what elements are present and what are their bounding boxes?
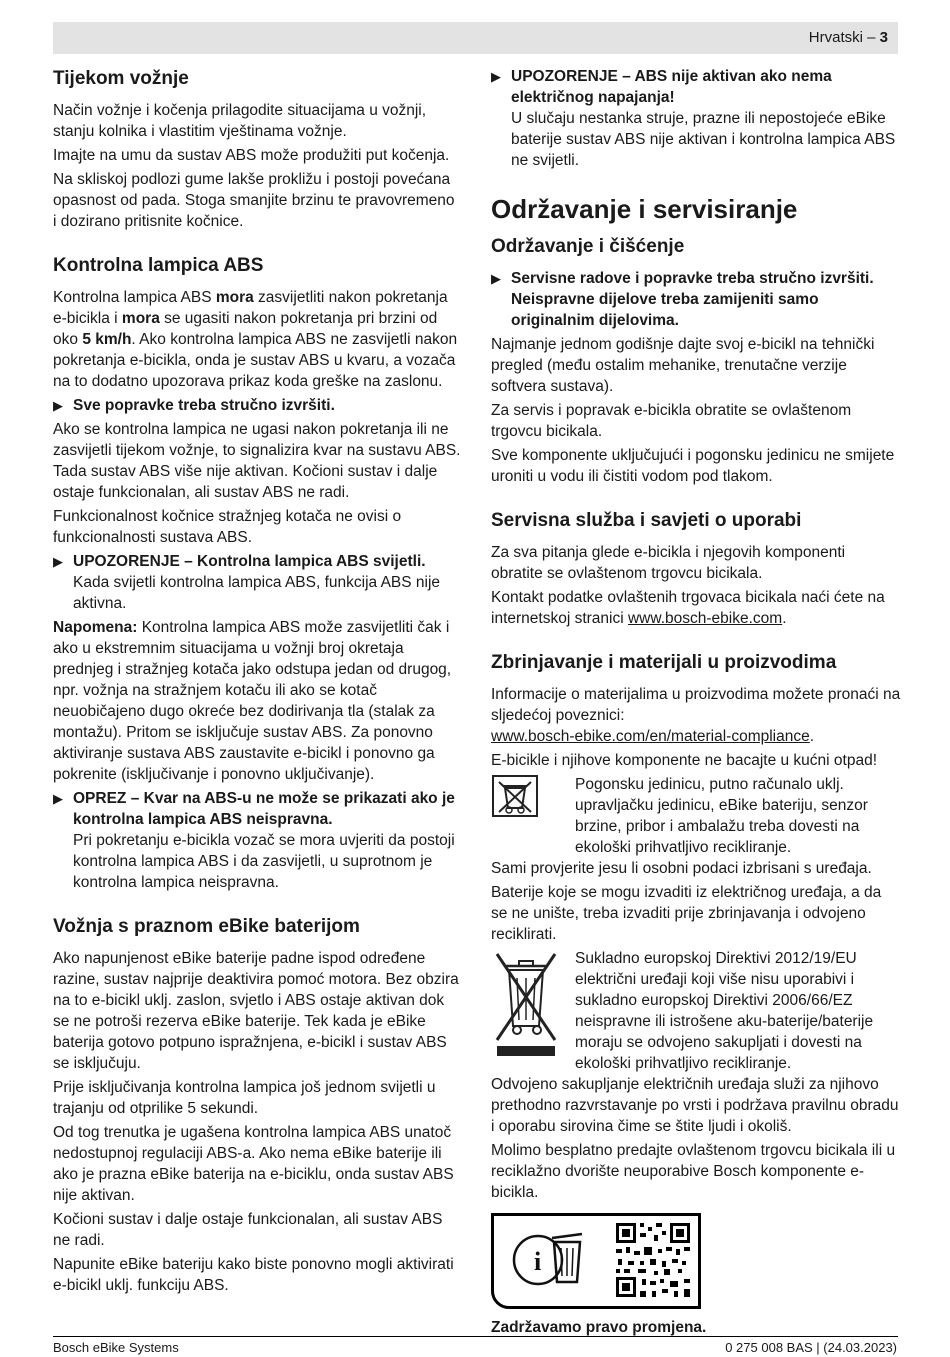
footer-doc-number: 0 275 008 BAS | (24.03.2023) — [725, 1340, 897, 1355]
paragraph: Način vožnje i kočenja prilagodite situacijama u vožnji, stanju kolnika i vlastitim vještinama vožnje. — [53, 102, 427, 140]
icon-text: Pogonsku jedinicu, putno računalo uklj. upravljačku jedinicu, eBike bateriju, senzor brzine, pribor i ambalažu treba dovesti na ekološki prihvatljivo recikliranje. — [575, 776, 868, 856]
arrow-right-icon: ▶ — [53, 554, 63, 569]
paragraph: Informacije o materijalima u proizvodima možete pronaći na sljedećoj poveznici: www.bosch-ebike.com/en/material-compliance. — [491, 686, 901, 745]
recycling-info-box — [491, 1213, 701, 1309]
warning-service: ▶ Servisne radove i popravke treba stručno izvršiti. Neispravne dijelove treba zamijeniti samo originalnim dijelovima. — [491, 270, 874, 329]
paragraph: Najmanje jednom godišnje dajte svoj e-bicikl na tehnički pregled (među ostalim mehanike, trenutačne verzije softvera sustava). — [491, 336, 875, 395]
svg-text:i: i — [534, 1247, 542, 1276]
section-title-riding: Tijekom vožnje — [53, 68, 189, 89]
paragraph: Za servis i popravak e-bicikla obratite se ovlaštenom trgovcu bicikala. — [491, 402, 852, 440]
right-column — [491, 66, 901, 1341]
no-household-waste-icon — [491, 774, 539, 824]
header-language: Hrvatski — [808, 29, 863, 46]
weee-block — [491, 948, 901, 1074]
section-title-cleaning: Održavanje i čišćenje — [491, 236, 685, 257]
page-number: 3 — [879, 29, 888, 46]
paragraph: Od tog trenutka je ugašena kontrolna lampica ABS unatoč nedostupnoj regulaciji ABS-a. Ako nema eBike baterije ili ako je prazna eBike baterija na e-biciklu, onda sustav ABS nije aktivan. — [53, 1124, 454, 1204]
warning-repairs: ▶ Sve popravke treba stručno izvršiti. — [53, 397, 335, 414]
header-text — [809, 29, 888, 46]
paragraph: Kočioni sustav i dalje ostaje funkcionalan, ali sustav ABS ne radi. — [53, 1211, 443, 1249]
material-compliance-link[interactable]: www.bosch-ebike.com/en/material-compliance — [491, 728, 810, 745]
section-title-empty-battery: Vožnja s praznom eBike baterijom — [53, 916, 360, 937]
section-title-disposal: Zbrinjavanje i materijali u proizvodima — [491, 652, 837, 673]
paragraph: Sve komponente uključujući i pogonsku jedinicu ne smijete uroniti u vodu ili čistiti vodom pod tlakom. — [491, 447, 895, 485]
icon-text: Sukladno europskoj Direktivi 2012/19/EU električni uređaji koji više nisu uporabivi i sukladno europskoj Direktivi 2006/66/EZ neispravne ili istrošene aku-baterije/baterije moraju se odvojeno sakupljati i dovesti na ekološki prihvatljivo recikliranje. — [575, 950, 874, 1072]
crossed-bin-icon — [491, 948, 561, 1066]
header-separator: – — [867, 29, 876, 46]
footer-company: Bosch eBike Systems — [53, 1340, 179, 1355]
warning-abs-no-power: ▶ UPOZORENJE – ABS nije aktivan ako nema električnog napajanja! U slučaju nestanka struje, prazne ili nepostojeće eBike baterije sustav ABS nije aktivan i kontrolna lampica ABS ne svijetli. — [491, 68, 896, 169]
chapter-title-maintenance: Održavanje i servisiranje — [491, 194, 798, 224]
section-title-abs-lamp: Kontrolna lampica ABS — [53, 255, 264, 276]
paragraph: Kontakt podatke ovlaštenih trgovaca bicikala naći ćete na internetskoj stranici www.bosch-ebike.com. — [491, 589, 885, 627]
left-column — [53, 66, 461, 1299]
caution-abs-fault: ▶ OPREZ – Kvar na ABS-u ne može se prikazati ako je kontrolna lampica ABS neispravna. Pri pokretanju e-bicikla vozač se mora uvjeriti da postoji kontrolna lampica ABS i da zasvijetli, u suprotnom je kontrolna lampica neispravna. — [53, 790, 455, 891]
arrow-right-icon: ▶ — [491, 69, 501, 84]
paragraph: Zadržavamo pravo promjena. — [491, 1319, 707, 1336]
bosch-ebike-link[interactable]: www.bosch-ebike.com — [627, 610, 783, 627]
qr-code[interactable] — [614, 1221, 692, 1299]
paragraph: Ako se kontrolna lampica ne ugasi nakon pokretanja ili ne zasvijetli tijekom vožnje, to signalizira kvar na sustavu ABS. Tada sustav ABS više nije aktivan. Kočioni sustav i dalje ostaje funkcionalan, ali sustav ABS ne radi. — [53, 421, 461, 501]
paragraph: Napunite eBike bateriju kako biste ponovno mogli aktivirati e-bicikl uklj. funkciju ABS. — [53, 1256, 454, 1294]
no-household-waste-block — [491, 774, 901, 858]
arrow-right-icon: ▶ — [491, 271, 501, 286]
paragraph: Prije isključivanja kontrolna lampica još jednom svijetli u trajanju od otprilike 5 sekundi. — [53, 1079, 436, 1117]
paragraph: Molimo besplatno predajte ovlaštenom trgovcu bicikala ili u reciklažno dvorište neuporabive Bosch komponente e-bicikla. — [491, 1142, 896, 1201]
paragraph: Ako napunjenost eBike baterije padne ispod određene razine, sustav najprije deaktivira pomoć motora. Bez obzira na to e-bicikl uklj. zaslon, svjetlo i ABS ostaje aktivan dok se ne potroši rezerva eBike baterije. Tek kada je eBike baterija gotovo potpuno ispražnjena, e-bicikl i sustav ABS se isključuju. — [53, 950, 459, 1072]
paragraph: Baterije koje se mogu izvaditi iz električnog uređaja, a da se ne unište, treba izvaditi prije zbrinjavanja i odvojeno reciklirati. — [491, 884, 882, 943]
arrow-right-icon: ▶ — [53, 398, 63, 413]
paragraph: E-bicikle i njihove komponente ne bacajte u kućni otpad! — [491, 752, 878, 769]
paragraph: Imajte na umu da sustav ABS može produžiti put kočenja. — [53, 147, 450, 164]
footer-divider — [53, 1336, 898, 1337]
paragraph: Na skliskoj podlozi gume lakše prokližu i postoji povećana opasnost od pada. Stoga smanjite brzinu te pravovremeno i dozirano pritisnite kočnice. — [53, 171, 455, 230]
page-header — [53, 22, 898, 54]
paragraph: Sami provjerite jesu li osobni podaci izbrisani s uređaja. — [491, 860, 872, 877]
note: Napomena: Kontrolna lampica ABS može zasvijetliti čak i ako u ekstremnim situacijama u vožnji broj okretaja prednjeg i stražnjeg kotača jako odstupa jedan od drugog, npr. vožnja na stražnjem kotaču ili ako se kotač neuobičajeno dugo okreće bez dodirivanja tla (stalak za montažu). Pritom se isključuje sustav ABS. Za ponovno aktiviranje sustava ABS zaustavite e-bicikl i ponovno ga pokrenite (isključivanje i ponovno uključivanje). — [53, 619, 452, 783]
paragraph: Za sva pitanja glede e-bicikla i njegovih komponenti obratite se ovlaštenom trgovcu bicikala. — [491, 544, 846, 582]
section-title-service: Servisna služba i savjeti o uporabi — [491, 510, 802, 531]
paragraph: Odvojeno sakupljanje električnih uređaja služi za njihovo prethodno razvrstavanje po vrsti i podržava pravilnu obradu i oporabu sirovina čime se štite ljudi i okoliš. — [491, 1076, 899, 1135]
arrow-right-icon: ▶ — [53, 791, 63, 806]
paragraph: Funkcionalnost kočnice stražnjeg kotača ne ovisi o funkcionalnosti sustava ABS. — [53, 508, 402, 546]
warning-abs-lamp: ▶ UPOZORENJE – Kontrolna lampica ABS svijetli. Kada svijetli kontrolna lampica ABS, funkcija ABS nije aktivna. — [53, 553, 441, 612]
paragraph: Kontrolna lampica ABS mora zasvijetliti nakon pokretanja e-bicikla i mora se ugasiti nakon pokretanja pri brzini od oko 5 km/h. Ako kontrolna lampica ABS ne zasvijetli nakon pokretanja e-bicikla, onda je sustav ABS u kvaru, a vozača na to dodatno upozorava prikaz koda greške na zaslonu. — [53, 289, 458, 390]
